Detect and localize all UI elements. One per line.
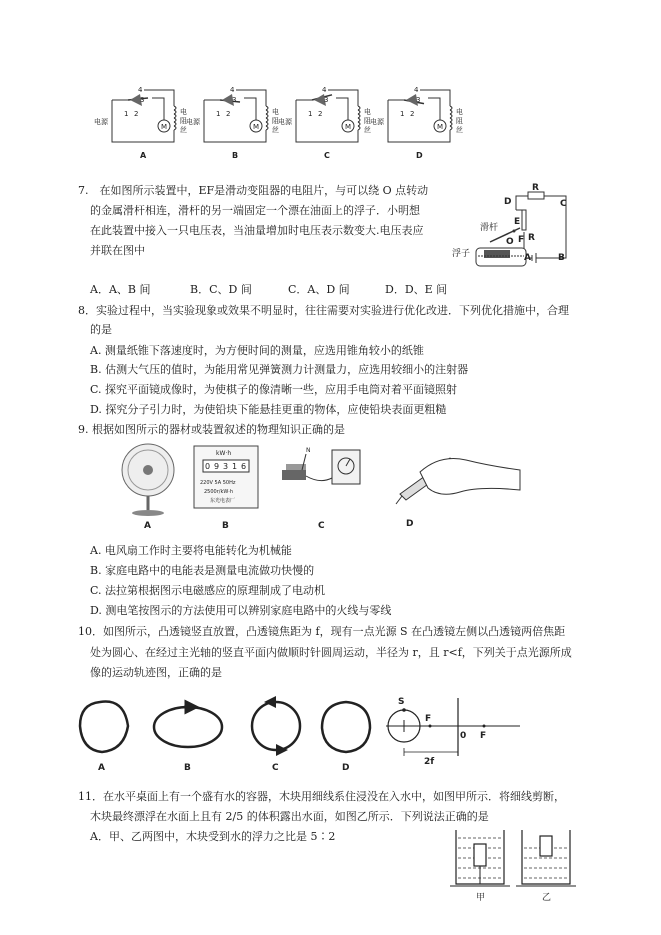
q11-label-yi: 乙 xyxy=(542,893,552,903)
meter-digit-2: 3 xyxy=(223,462,229,471)
q6-resistor-label-0: 电 xyxy=(456,108,463,116)
q9-label-c: C xyxy=(318,521,325,531)
q10-path-d xyxy=(322,702,370,752)
q6-motor-symbol: M xyxy=(161,123,168,131)
q6-terminal-2: 2 xyxy=(410,110,415,118)
fan-image xyxy=(122,444,174,516)
q9-line: 9. 根据如图所示的器材或装置叙述的物理知识正确的是 xyxy=(78,423,345,436)
q10-label-d: D xyxy=(342,763,350,773)
q6-resistor-label-1: 阻 xyxy=(364,117,371,125)
q11-figure xyxy=(450,826,580,906)
energy-meter-image xyxy=(194,446,258,508)
q6-resistor-label-2: 丝 xyxy=(272,126,279,134)
q9-option-a: A. 电风扇工作时主要将电能转化为机械能 xyxy=(90,544,292,557)
q8-option-d: D. 探究分子引力时，为使铅块下能悬挂更重的物体，应使铅块表面更粗糙 xyxy=(90,403,447,416)
q6-terminal-4: 4 xyxy=(138,86,143,94)
induction-apparatus-image xyxy=(282,447,360,484)
q6-terminal-1: 1 xyxy=(124,110,129,118)
q6-terminal-2: 2 xyxy=(226,110,231,118)
q9-label-a: A xyxy=(144,521,151,531)
q6-power-source: 电源 xyxy=(370,118,384,126)
meter-unit: kW·h xyxy=(216,450,232,457)
q6-power-source: 电源 xyxy=(278,118,292,126)
q6-terminal-3: 3 xyxy=(324,96,329,104)
meter-digit-3: 1 xyxy=(232,462,238,471)
q6-terminal-3: 3 xyxy=(232,96,237,104)
q10-label-a: A xyxy=(98,763,105,773)
q6-resistor-label-2: 丝 xyxy=(180,126,187,134)
q10-ref-O: 0 xyxy=(460,731,467,741)
q6-resistor-label-2: 丝 xyxy=(364,126,371,134)
q6-motor-symbol: M xyxy=(253,123,260,131)
q6-label-a: A xyxy=(140,151,147,160)
q6-circuit-d xyxy=(370,86,463,160)
q10-label-b: B xyxy=(184,763,191,773)
q7-label-F: F xyxy=(518,235,525,245)
q7-line-4: 并联在图中 xyxy=(90,244,145,257)
q10-line-1: 10．如图所示，凸透镜竖直放置，凸透镜焦距为 f，现有一点光源 S 在凸透镜左侧以凸透镜两倍焦距 xyxy=(78,625,566,638)
q7-label-float: 浮子 xyxy=(452,249,471,259)
q7-option-d: D．D、E 间 xyxy=(385,283,448,296)
q7-label-R2: R xyxy=(528,233,535,243)
q10-path-c xyxy=(252,702,300,750)
q6-motor-symbol: M xyxy=(437,123,444,131)
q10-figure xyxy=(80,694,550,774)
q10-ref-S: S xyxy=(398,697,405,707)
q6-terminal-1: 1 xyxy=(216,110,221,118)
q6-terminal-4: 4 xyxy=(230,86,235,94)
q8-option-a: A. 测量纸锥下落速度时，为方便时间的测量，应选用锥角较小的纸锥 xyxy=(90,344,424,357)
q9-label-d: D xyxy=(406,519,414,529)
q10-ref-2f: 2f xyxy=(424,757,435,767)
q6-resistor-label-2: 丝 xyxy=(456,126,463,134)
q6-terminal-3: 3 xyxy=(140,96,145,104)
q7-label-A: A xyxy=(524,253,531,263)
q11-option-a: A．甲、乙两图中，木块受到水的浮力之比是 5∶2 xyxy=(90,830,336,843)
q7-label-O: O xyxy=(506,237,514,247)
q7-resistor xyxy=(528,192,544,199)
q6-terminal-4: 4 xyxy=(414,86,419,94)
q6-label-d: D xyxy=(416,151,423,160)
q6-terminal-2: 2 xyxy=(134,110,139,118)
q6-label-c: C xyxy=(324,151,330,160)
q11-line-2: 木块最终漂浮在水面上且有 2/5 的体积露出水面，如图乙所示．下列说法正确的是 xyxy=(90,810,489,823)
q7-option-a: A．A、B 间 xyxy=(90,283,151,296)
q9-figure xyxy=(110,440,530,530)
q7-rheostat xyxy=(522,210,526,230)
meter-digit-0: 0 xyxy=(205,462,211,471)
meter-digit-4: 6 xyxy=(241,462,247,471)
q10-reference-diagram xyxy=(386,697,520,767)
q9-option-d: D. 测电笔按图示的方法使用可以辨别家庭电路中的火线与零线 xyxy=(90,604,392,617)
meter-spec: 220V 5A 50Hz xyxy=(200,480,236,486)
q7-line-1: 7. 在如图所示装置中，EF是滑动变阻器的电阻片，与可以绕 O 点转动 xyxy=(78,184,429,197)
wood-block-yi xyxy=(540,836,552,856)
q7-option-c: C．A、D 间 xyxy=(288,283,350,296)
q6-power-source: 电源 xyxy=(186,118,200,126)
q9-option-b: B. 家庭电路中的电能表是测量电流做功快慢的 xyxy=(90,564,315,577)
q7-line-2: 的金属滑杆相连，滑杆的另一端固定一个漂在油面上的浮子．小明想 xyxy=(90,204,420,217)
q7-option-b: B．C、D 间 xyxy=(190,283,252,296)
meter-digit-1: 9 xyxy=(214,462,220,471)
q6-terminal-1: 1 xyxy=(400,110,405,118)
q6-resistor-label-0: 电 xyxy=(272,108,279,116)
q6-circuit-c xyxy=(278,86,371,160)
q6-resistor-label-1: 阻 xyxy=(180,117,187,125)
q10-line-3: 像的运动轨迹图，正确的是 xyxy=(90,666,222,679)
q7-float xyxy=(484,250,510,258)
q9-option-c: C. 法拉第根据图示电磁感应的原理制成了电动机 xyxy=(90,584,326,597)
q7-label-C: C xyxy=(560,199,567,209)
q10-ref-F: F xyxy=(425,714,432,724)
meter-maker: 东光电表厂 xyxy=(210,498,236,504)
q6-resistor-label-0: 电 xyxy=(364,108,371,116)
q8-option-c: C. 探究平面镜成像时，为使棋子的像清晰一些，应用手电筒对着平面镜照射 xyxy=(90,383,458,396)
q7-label-rod: 滑杆 xyxy=(480,223,499,233)
q7-figure xyxy=(452,183,582,272)
q8-option-b: B. 估测大气压的值时，为能用常见弹簧测力计测量力，应选用较细小的注射器 xyxy=(90,363,469,376)
svg-text:N: N xyxy=(306,447,311,454)
q9-label-b: B xyxy=(222,521,229,531)
q6-resistor-label-1: 阻 xyxy=(456,117,463,125)
q6-resistor-label-1: 阻 xyxy=(272,117,279,125)
q6-resistor-label-0: 电 xyxy=(180,108,187,116)
wood-block-jia xyxy=(474,844,486,866)
q6-motor-symbol: M xyxy=(345,123,352,131)
q10-line-2: 处为圆心、在经过主光轴的竖直平面内做顺时针圆周运动，半径为 r，且 r<f，下列关于点光源所成 xyxy=(90,646,572,659)
meter-rate: 2500r/kW·h xyxy=(204,489,234,495)
q6-terminal-4: 4 xyxy=(322,86,327,94)
q11-label-jia: 甲 xyxy=(476,893,486,903)
q10-label-c: C xyxy=(272,763,279,773)
q7-label-D: D xyxy=(504,197,512,207)
test-pen-hand-image xyxy=(396,458,520,504)
q7-line-3: 在此装置中接入一只电压表，当油量增加时电压表示数变大.电压表应 xyxy=(90,224,424,237)
q11-line-1: 11．在水平桌面上有一个盛有水的容器，木块用细线系住浸没在入水中，如图甲所示．将细线剪断， xyxy=(78,790,565,803)
q10-path-a xyxy=(80,702,128,753)
q6-terminal-3: 3 xyxy=(416,96,421,104)
q6-terminal-2: 2 xyxy=(318,110,323,118)
q6-circuit-b xyxy=(186,86,279,160)
q6-label-b: B xyxy=(232,151,239,160)
q6-circuit-figure xyxy=(0,80,661,170)
q7-label-R: R xyxy=(532,183,539,193)
q6-power-source: 电源 xyxy=(94,118,108,126)
q10-path-b xyxy=(154,707,222,747)
q6-terminal-1: 1 xyxy=(308,110,313,118)
q8-line-1: 8．实验过程中，当实验现象或效果不明显时，往往需要对实验进行优化改进．下列优化措施中，合理 xyxy=(78,304,569,317)
q10-ref-F2: F xyxy=(480,731,487,741)
q7-label-E: E xyxy=(514,217,521,227)
q7-label-B: B xyxy=(558,253,565,263)
q8-line-2: 的是 xyxy=(90,323,112,336)
q6-circuit-a xyxy=(94,86,187,160)
